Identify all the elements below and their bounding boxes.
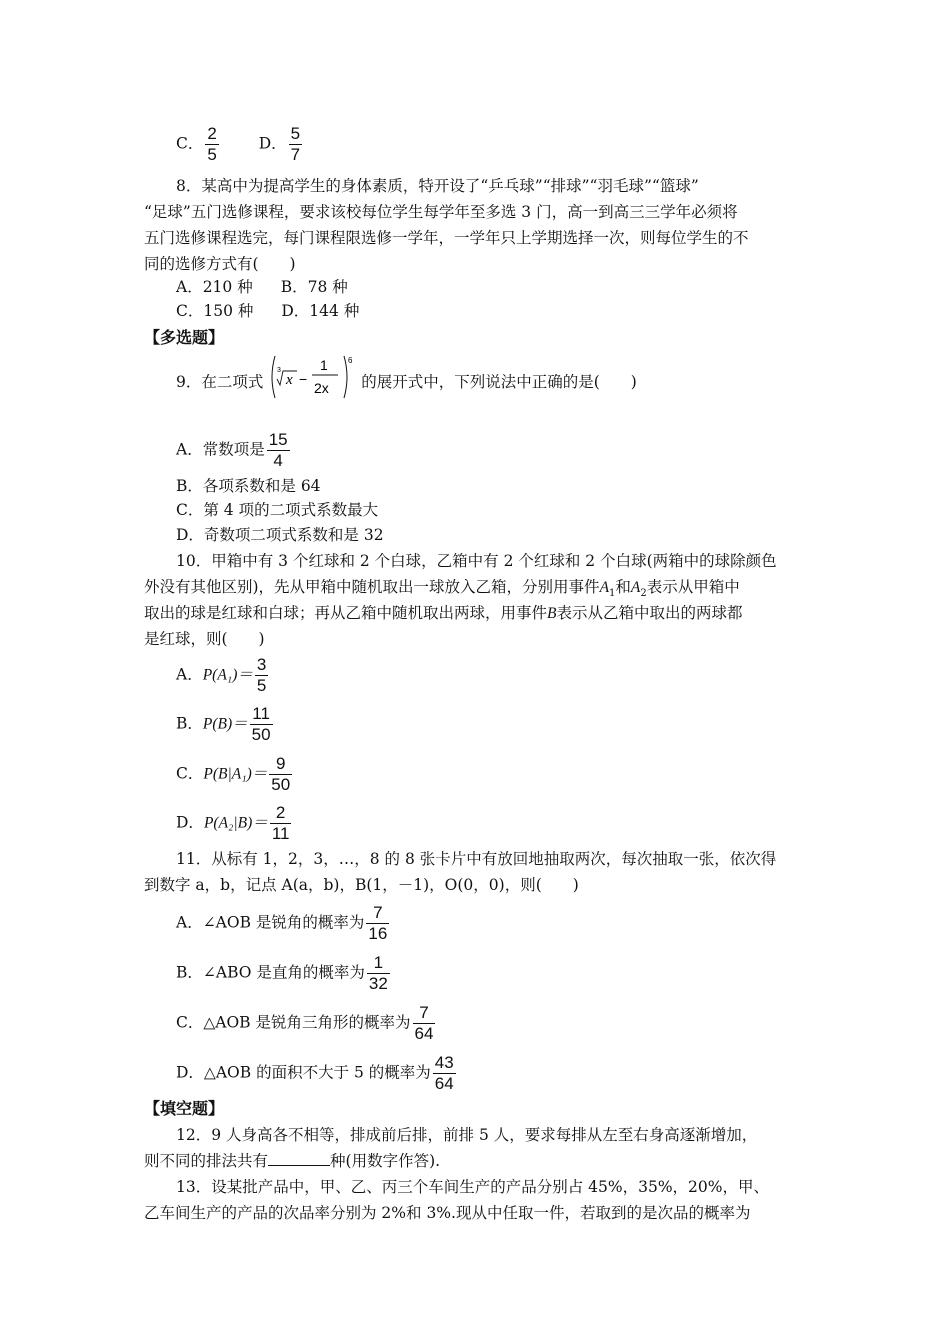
q10-line-1: 10．甲箱中有 3 个红球和 2 个白球，乙箱中有 2 个红球和 2 个白球(两箱中的球除颜色 — [176, 552, 777, 570]
q7-options — [176, 124, 304, 165]
q10-option-a: A．P(A₁)＝ $\frac{3}{5}$ — [176, 655, 267, 695]
q8-option-a: A．210 种 — [176, 278, 253, 296]
q10-option-b: B．P(B)＝ $\frac{11}{50}$ — [176, 704, 271, 744]
q7-option-c-label: C． — [176, 134, 204, 153]
q9-suffix: 的展开式中，下列说法中正确的是( ) — [361, 373, 637, 391]
q8-option-b: B．78 种 — [280, 278, 348, 296]
q9-power: 6 — [348, 356, 353, 365]
q12-line-1: 12．9 人身高各不相等，排成前后排，前排 5 人，要求每排从左至右身高逐渐增加， — [176, 1126, 758, 1144]
q8-options-ab — [176, 276, 348, 298]
q12-line-2: 则不同的排法共有 种(用数字作答). — [144, 1152, 441, 1170]
section-multi-choice-heading: 【多选题】 — [144, 328, 225, 347]
q9-prefix: 9．在二项式 — [176, 373, 264, 391]
q9-root-index: 3 — [277, 367, 282, 374]
q9-stem — [176, 356, 637, 400]
q9-minus: − — [299, 371, 308, 387]
q12-answer-blank[interactable] — [268, 1151, 330, 1166]
q11-option-d: D．△AOB 的面积不大于 5 的概率为 $\frac{43}{64}$ — [176, 1053, 454, 1093]
q8-line-1: 8．某高中为提高学生的身体素质，特开设了“乒乓球”“排球”“羽毛球”“篮球” — [176, 177, 699, 195]
q8-line-2: “足球”五门选修课程，要求该校每位学生每学年至多选 3 门，高一到高三三学年必须将 — [144, 203, 738, 221]
q10-line-3: 取出的球是红球和白球；再从乙箱中随机取出两球，用事件B表示从乙箱中取出的两球都 — [144, 604, 743, 622]
q8-option-d: D．144 种 — [281, 302, 360, 320]
q8-line-4: 同的选修方式有( ) — [144, 255, 296, 273]
q9-frac-num: 1 — [320, 357, 329, 373]
q10-option-c: C．P(B|A₁)＝ $\frac{9}{50}$ — [176, 754, 291, 794]
q8-options-cd — [176, 300, 359, 322]
q11-option-a: A．∠AOB 是锐角的概率为 $\frac{7}{16}$ — [176, 903, 388, 943]
q9-option-d: D．奇数项二项式系数和是 32 — [176, 526, 384, 544]
q10-line-2: 外没有其他区别)，先从甲箱中随机取出一球放入乙箱，分别用事件$A_1$和$A_2$表示从甲箱中 — [144, 578, 740, 600]
q9-option-b: B．各项系数和是 64 — [176, 477, 321, 495]
q9-binomial-expression — [268, 354, 356, 400]
q9-frac-den: 2x — [314, 380, 330, 396]
q9-option-a-fraction: $\frac{15}{4}$ — [268, 430, 288, 470]
q11-line-2: 到数字 a，b，记点 A(a，b)，B(1，－1)，O(0，0)，则( ) — [144, 876, 579, 894]
q7-option-d-label: D． — [258, 134, 287, 153]
q13-line-1: 13．设某批产品中，甲、乙、丙三个车间生产的产品分别占 45%，35%，20%，甲、 — [176, 1178, 770, 1196]
q9-x: x — [286, 372, 293, 388]
q7-option-c-fraction: $\frac{2}{5}$ — [207, 124, 217, 164]
q8-line-3: 五门选修课程选完，每门课程限选修一学年，一学年只上学期选择一次，则每位学生的不 — [144, 229, 749, 247]
q7-option-d-fraction: $\frac{5}{7}$ — [290, 124, 301, 164]
q10-option-d: D．P(A₂|B)＝ $\frac{2}{11}$ — [176, 803, 290, 843]
section-fill-in-heading: 【填空题】 — [144, 1099, 225, 1118]
q9-option-c: C．第 4 项的二项式系数最大 — [176, 501, 379, 519]
q10-line-4: 是红球，则( ) — [144, 630, 265, 648]
q9-option-a-label: A．常数项是 — [176, 440, 265, 459]
q11-line-1: 11．从标有 1，2，3，…，8 的 8 张卡片中有放回地抽取两次，每次抽取一张，依次得 — [176, 850, 777, 868]
q11-option-c: C．△AOB 是锐角三角形的概率为 $\frac{7}{64}$ — [176, 1003, 434, 1043]
q13-line-2: 乙车间生产的产品的次品率分别为 2%和 3%.现从中任取一件，若取到的是次品的概率为 — [144, 1204, 751, 1222]
q9-option-a — [176, 430, 292, 471]
q8-option-c: C．150 种 — [176, 302, 254, 320]
q11-option-b: B．∠ABO 是直角的概率为 $\frac{1}{32}$ — [176, 953, 388, 993]
